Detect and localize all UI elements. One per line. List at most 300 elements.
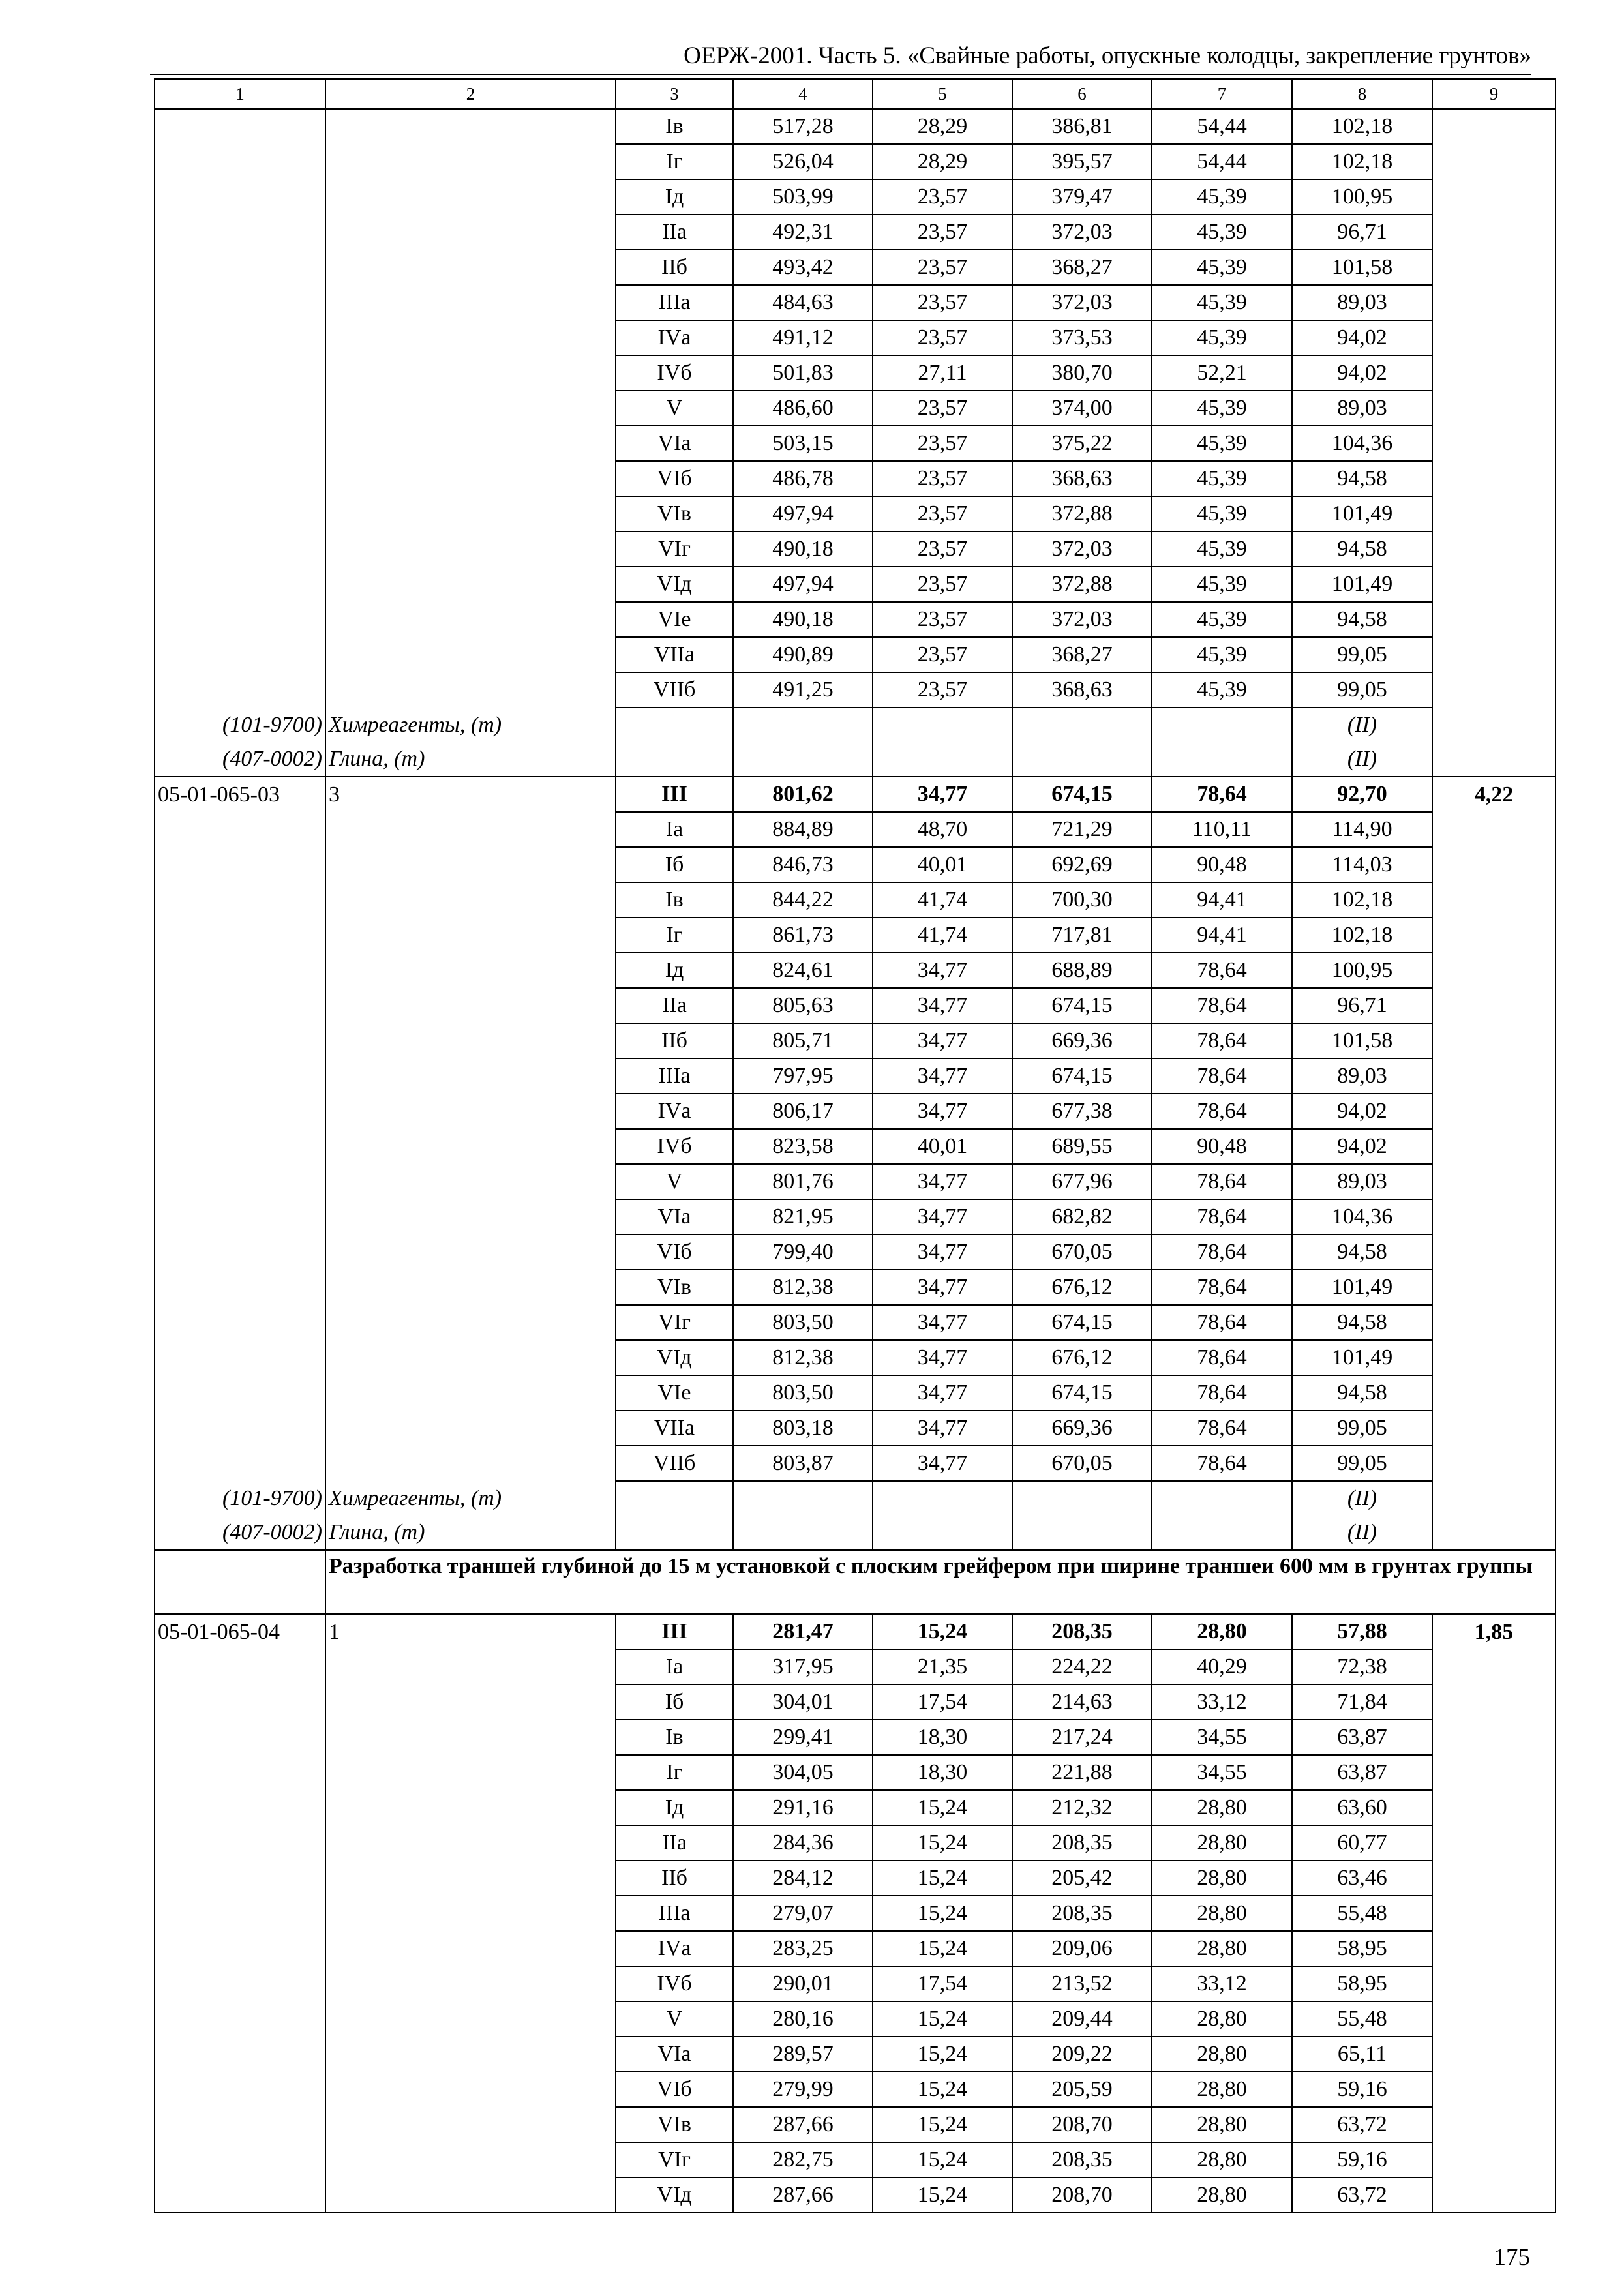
total-cost-cell: 501,83: [733, 355, 873, 391]
machinist-wages-cell: 28,80: [1152, 1931, 1292, 1966]
labor-cost-cell: [1432, 2001, 1556, 2037]
total-cost-cell: 279,99: [733, 2072, 873, 2107]
machinist-wages-cell: 45,39: [1152, 250, 1292, 285]
code-cell: [155, 882, 325, 918]
materials-cell: 100,95: [1292, 179, 1432, 215]
column-number: 6: [1012, 79, 1152, 109]
machine-cost-cell: 368,63: [1012, 461, 1152, 496]
machine-cost-cell: 208,35: [1012, 1614, 1152, 1649]
machine-cost-cell: 721,29: [1012, 812, 1152, 847]
soil-group-cell: Iв: [616, 882, 733, 918]
code-cell: [155, 988, 325, 1023]
empty-cell: [1432, 708, 1556, 742]
number-cell: [325, 1411, 616, 1446]
materials-cell: 96,71: [1292, 215, 1432, 250]
wages-cell: 34,77: [873, 1375, 1012, 1411]
table-row: [155, 1094, 1556, 1129]
soil-group-cell: VIIа: [616, 1411, 733, 1446]
wages-cell: 23,57: [873, 567, 1012, 602]
table-row: [155, 1199, 1556, 1234]
empty-cell: [1432, 742, 1556, 777]
materials-cell: 99,05: [1292, 637, 1432, 672]
soil-group-cell: Iв: [616, 109, 733, 144]
section-title-row: [155, 1550, 1556, 1614]
wages-cell: 23,57: [873, 179, 1012, 215]
resource-name: Химреагенты, (т): [325, 1481, 616, 1516]
total-cost-cell: 805,71: [733, 1023, 873, 1058]
empty-cell: [873, 742, 1012, 777]
materials-cell: 55,48: [1292, 2001, 1432, 2037]
wages-cell: 15,24: [873, 1790, 1012, 1825]
soil-group-cell: VIа: [616, 426, 733, 461]
total-cost-cell: 803,50: [733, 1305, 873, 1340]
table-row: [155, 426, 1556, 461]
number-cell: [325, 250, 616, 285]
materials-cell: 58,95: [1292, 1931, 1432, 1966]
machinist-wages-cell: 28,80: [1152, 2072, 1292, 2107]
machinist-wages-cell: 45,39: [1152, 215, 1292, 250]
machinist-wages-cell: 45,39: [1152, 496, 1292, 531]
number-cell: [325, 1896, 616, 1931]
total-cost-cell: 824,61: [733, 953, 873, 988]
machine-cost-cell: 372,03: [1012, 285, 1152, 320]
wages-cell: 41,74: [873, 918, 1012, 953]
machine-cost-cell: 689,55: [1012, 1129, 1152, 1164]
materials-cell: 63,46: [1292, 1861, 1432, 1896]
machine-cost-cell: 205,59: [1012, 2072, 1152, 2107]
labor-cost-cell: [1432, 1446, 1556, 1481]
soil-group-cell: IIа: [616, 988, 733, 1023]
machinist-wages-cell: 90,48: [1152, 847, 1292, 882]
number-cell: [325, 1129, 616, 1164]
column-number: 5: [873, 79, 1012, 109]
labor-cost-cell: [1432, 179, 1556, 215]
code-cell: 05-01-065-04: [155, 1614, 325, 1649]
resource-row: [155, 742, 1556, 777]
table-row: [155, 285, 1556, 320]
code-cell: [155, 1649, 325, 1684]
total-cost-cell: 490,18: [733, 602, 873, 637]
code-cell: [155, 531, 325, 567]
machine-cost-cell: 217,24: [1012, 1720, 1152, 1755]
total-cost-cell: 503,15: [733, 426, 873, 461]
code-cell: [155, 1861, 325, 1896]
machine-cost-cell: 368,63: [1012, 672, 1152, 708]
machinist-wages-cell: 78,64: [1152, 1305, 1292, 1340]
total-cost-cell: 861,73: [733, 918, 873, 953]
table-row: [155, 1340, 1556, 1375]
soil-group-cell: VIIа: [616, 637, 733, 672]
table-row: [155, 355, 1556, 391]
total-cost-cell: 287,66: [733, 2177, 873, 2213]
wages-cell: 23,57: [873, 461, 1012, 496]
empty-cell: [873, 708, 1012, 742]
code-cell: [155, 1790, 325, 1825]
total-cost-cell: 284,36: [733, 1825, 873, 1861]
labor-cost-cell: [1432, 1164, 1556, 1199]
number-cell: [325, 1023, 616, 1058]
materials-cell: 57,88: [1292, 1614, 1432, 1649]
total-cost-cell: 287,66: [733, 2107, 873, 2142]
total-cost-cell: 289,57: [733, 2037, 873, 2072]
machinist-wages-cell: 94,41: [1152, 918, 1292, 953]
machine-cost-cell: 717,81: [1012, 918, 1152, 953]
empty-cell: [1012, 708, 1152, 742]
code-cell: [155, 1896, 325, 1931]
machinist-wages-cell: 40,29: [1152, 1649, 1292, 1684]
wages-cell: 15,24: [873, 2142, 1012, 2177]
machine-cost-cell: 375,22: [1012, 426, 1152, 461]
number-cell: [325, 882, 616, 918]
table-row: [155, 953, 1556, 988]
number-cell: [325, 812, 616, 847]
number-cell: [325, 355, 616, 391]
empty-cell: [873, 1516, 1012, 1550]
wages-cell: 34,77: [873, 1270, 1012, 1305]
machinist-wages-cell: 45,39: [1152, 320, 1292, 355]
machine-cost-cell: 688,89: [1012, 953, 1152, 988]
code-cell: [155, 109, 325, 144]
machinist-wages-cell: 78,64: [1152, 1094, 1292, 1129]
materials-cell: 65,11: [1292, 2037, 1432, 2072]
total-cost-cell: 282,75: [733, 2142, 873, 2177]
machine-cost-cell: 372,03: [1012, 602, 1152, 637]
code-cell: [155, 1199, 325, 1234]
total-cost-cell: 803,87: [733, 1446, 873, 1481]
labor-cost-cell: [1432, 1058, 1556, 1094]
soil-group-cell: IIб: [616, 1023, 733, 1058]
total-cost-cell: 823,58: [733, 1129, 873, 1164]
table-row: [155, 1931, 1556, 1966]
materials-cell: 101,58: [1292, 1023, 1432, 1058]
labor-cost-cell: [1432, 426, 1556, 461]
soil-group-cell: V: [616, 391, 733, 426]
wages-cell: 34,77: [873, 1305, 1012, 1340]
soil-group-cell: IVб: [616, 1129, 733, 1164]
code-cell: [155, 1446, 325, 1481]
empty-cell: [733, 708, 873, 742]
machinist-wages-cell: 78,64: [1152, 1270, 1292, 1305]
table-row: [155, 918, 1556, 953]
table-row: [155, 602, 1556, 637]
column-number-row: [155, 79, 1556, 109]
wages-cell: 23,57: [873, 391, 1012, 426]
machinist-wages-cell: 45,39: [1152, 285, 1292, 320]
materials-cell: 101,49: [1292, 496, 1432, 531]
materials-cell: 94,02: [1292, 320, 1432, 355]
code-cell: [155, 637, 325, 672]
empty-cell: [733, 1516, 873, 1550]
empty-cell: [1012, 742, 1152, 777]
soil-group-cell: IVб: [616, 1966, 733, 2001]
code-cell: [155, 1058, 325, 1094]
resource-row: [155, 1516, 1556, 1550]
machinist-wages-cell: 78,64: [1152, 1234, 1292, 1270]
labor-cost-cell: [1432, 461, 1556, 496]
number-cell: [325, 285, 616, 320]
soil-group-cell: Iг: [616, 1755, 733, 1790]
total-cost-cell: 799,40: [733, 1234, 873, 1270]
table-row: [155, 1720, 1556, 1755]
labor-cost-cell: [1432, 2037, 1556, 2072]
number-cell: [325, 1684, 616, 1720]
wages-cell: 23,57: [873, 637, 1012, 672]
machinist-wages-cell: 45,39: [1152, 426, 1292, 461]
machine-cost-cell: 669,36: [1012, 1411, 1152, 1446]
table-row: [155, 2037, 1556, 2072]
wages-cell: 15,24: [873, 2001, 1012, 2037]
labor-cost-cell: [1432, 250, 1556, 285]
number-cell: [325, 215, 616, 250]
column-number: 9: [1432, 79, 1556, 109]
wages-cell: 23,57: [873, 320, 1012, 355]
labor-cost-cell: 1,85: [1432, 1614, 1556, 1649]
table-row: [155, 1164, 1556, 1199]
number-cell: [325, 1164, 616, 1199]
soil-group-cell: VIе: [616, 602, 733, 637]
code-cell: [155, 285, 325, 320]
machine-cost-cell: 209,06: [1012, 1931, 1152, 1966]
table-row: [155, 1058, 1556, 1094]
number-cell: [325, 179, 616, 215]
table-row: [155, 1684, 1556, 1720]
number-cell: [325, 918, 616, 953]
materials-cell: 58,95: [1292, 1966, 1432, 2001]
labor-cost-cell: [1432, 1684, 1556, 1720]
labor-cost-cell: [1432, 882, 1556, 918]
table-row: [155, 1755, 1556, 1790]
column-number: 7: [1152, 79, 1292, 109]
machine-cost-cell: 670,05: [1012, 1446, 1152, 1481]
labor-cost-cell: [1432, 1305, 1556, 1340]
machine-cost-cell: 674,15: [1012, 1058, 1152, 1094]
number-cell: [325, 2001, 616, 2037]
resource-mark: (II): [1292, 1481, 1432, 1516]
soil-group-cell: IIIа: [616, 285, 733, 320]
wages-cell: 15,24: [873, 2107, 1012, 2142]
machinist-wages-cell: 78,64: [1152, 1199, 1292, 1234]
code-cell: [155, 1094, 325, 1129]
number-cell: [325, 1825, 616, 1861]
machinist-wages-cell: 45,39: [1152, 672, 1292, 708]
machinist-wages-cell: 78,64: [1152, 1023, 1292, 1058]
code-cell: [155, 179, 325, 215]
soil-group-cell: IIIа: [616, 1058, 733, 1094]
wages-cell: 15,24: [873, 1614, 1012, 1649]
total-cost-cell: 806,17: [733, 1094, 873, 1129]
total-cost-cell: 304,05: [733, 1755, 873, 1790]
total-cost-cell: 283,25: [733, 1931, 873, 1966]
total-cost-cell: 503,99: [733, 179, 873, 215]
materials-cell: 89,03: [1292, 285, 1432, 320]
number-cell: [325, 109, 616, 144]
resource-mark: (II): [1292, 708, 1432, 742]
machine-cost-cell: 208,35: [1012, 2142, 1152, 2177]
table-row: [155, 109, 1556, 144]
code-cell: [155, 1684, 325, 1720]
wages-cell: 15,24: [873, 2177, 1012, 2213]
wages-cell: 34,77: [873, 1411, 1012, 1446]
number-cell: [325, 1720, 616, 1755]
resource-code: (407-0002): [155, 1516, 325, 1550]
total-cost-cell: 490,18: [733, 531, 873, 567]
total-cost-cell: 497,94: [733, 496, 873, 531]
code-cell: [155, 2107, 325, 2142]
machine-cost-cell: 372,03: [1012, 531, 1152, 567]
number-cell: [325, 426, 616, 461]
machine-cost-cell: 674,15: [1012, 1375, 1152, 1411]
materials-cell: 94,58: [1292, 461, 1432, 496]
total-cost-cell: 812,38: [733, 1340, 873, 1375]
code-cell: [155, 355, 325, 391]
materials-cell: 96,71: [1292, 988, 1432, 1023]
table-row: [155, 1861, 1556, 1896]
materials-cell: 102,18: [1292, 109, 1432, 144]
code-cell: [155, 2037, 325, 2072]
number-cell: [325, 2142, 616, 2177]
wages-cell: 17,54: [873, 1684, 1012, 1720]
soil-group-cell: Iб: [616, 847, 733, 882]
materials-cell: 94,58: [1292, 1234, 1432, 1270]
wages-cell: 34,77: [873, 1199, 1012, 1234]
machine-cost-cell: 676,12: [1012, 1340, 1152, 1375]
total-cost-cell: 317,95: [733, 1649, 873, 1684]
labor-cost-cell: [1432, 1720, 1556, 1755]
table-row: [155, 1649, 1556, 1684]
soil-group-cell: Iб: [616, 1684, 733, 1720]
machine-cost-cell: 380,70: [1012, 355, 1152, 391]
soil-group-cell: Iв: [616, 1720, 733, 1755]
soil-group-cell: Iд: [616, 953, 733, 988]
total-cost-cell: 801,76: [733, 1164, 873, 1199]
materials-cell: 89,03: [1292, 1058, 1432, 1094]
page-header: ОЕРЖ-2001. Часть 5. «Свайные работы, опускные колодцы, закрепление грунтов»: [150, 38, 1531, 76]
column-number: 2: [325, 79, 616, 109]
materials-cell: 63,60: [1292, 1790, 1432, 1825]
code-cell: [155, 2001, 325, 2037]
materials-cell: 102,18: [1292, 144, 1432, 179]
code-cell: [155, 320, 325, 355]
labor-cost-cell: [1432, 1649, 1556, 1684]
wages-cell: 34,77: [873, 1164, 1012, 1199]
machinist-wages-cell: 110,11: [1152, 812, 1292, 847]
code-cell: [155, 918, 325, 953]
total-cost-cell: 291,16: [733, 1790, 873, 1825]
number-cell: [325, 1446, 616, 1481]
number-cell: [325, 672, 616, 708]
labor-cost-cell: [1432, 918, 1556, 953]
labor-cost-cell: [1432, 637, 1556, 672]
empty-cell: [1432, 1481, 1556, 1516]
code-cell: [155, 1720, 325, 1755]
soil-group-cell: VIд: [616, 2177, 733, 2213]
number-cell: [325, 602, 616, 637]
total-cost-cell: 304,01: [733, 1684, 873, 1720]
materials-cell: 100,95: [1292, 953, 1432, 988]
machine-cost-cell: 213,52: [1012, 1966, 1152, 2001]
number-cell: [325, 2177, 616, 2213]
labor-cost-cell: [1432, 953, 1556, 988]
labor-cost-cell: [1432, 2177, 1556, 2213]
code-cell: [155, 1164, 325, 1199]
labor-cost-cell: [1432, 1270, 1556, 1305]
code-cell: [155, 144, 325, 179]
table-row: [155, 144, 1556, 179]
machine-cost-cell: 209,44: [1012, 2001, 1152, 2037]
total-cost-cell: 803,50: [733, 1375, 873, 1411]
labor-cost-cell: [1432, 2107, 1556, 2142]
machinist-wages-cell: 54,44: [1152, 144, 1292, 179]
table-row: [155, 847, 1556, 882]
soil-group-cell: IIа: [616, 1825, 733, 1861]
code-cell: [155, 953, 325, 988]
table-row: [155, 882, 1556, 918]
empty-cell: [616, 1516, 733, 1550]
materials-cell: 72,38: [1292, 1649, 1432, 1684]
wages-cell: 34,77: [873, 777, 1012, 812]
soil-group-cell: IIIа: [616, 1896, 733, 1931]
machine-cost-cell: 372,88: [1012, 567, 1152, 602]
empty-cell: [1152, 1516, 1292, 1550]
labor-cost-cell: [1432, 355, 1556, 391]
number-cell: 1: [325, 1614, 616, 1649]
table-row: [155, 1129, 1556, 1164]
table-row: [155, 1270, 1556, 1305]
wages-cell: 23,57: [873, 285, 1012, 320]
code-cell: [155, 1755, 325, 1790]
machinist-wages-cell: 28,80: [1152, 2037, 1292, 2072]
code-cell: [155, 1966, 325, 2001]
machine-cost-cell: 209,22: [1012, 2037, 1152, 2072]
empty-cell: [1012, 1481, 1152, 1516]
machinist-wages-cell: 52,21: [1152, 355, 1292, 391]
materials-cell: 99,05: [1292, 1446, 1432, 1481]
machine-cost-cell: 670,05: [1012, 1234, 1152, 1270]
empty-cell: [1012, 1516, 1152, 1550]
code-cell: [155, 567, 325, 602]
materials-cell: 89,03: [1292, 391, 1432, 426]
machine-cost-cell: 214,63: [1012, 1684, 1152, 1720]
machinist-wages-cell: 33,12: [1152, 1966, 1292, 2001]
machinist-wages-cell: 45,39: [1152, 567, 1292, 602]
soil-group-cell: III: [616, 777, 733, 812]
soil-group-cell: VIв: [616, 496, 733, 531]
empty-cell: [733, 742, 873, 777]
table-row: [155, 1234, 1556, 1270]
table-row: [155, 1446, 1556, 1481]
empty-cell: [1152, 708, 1292, 742]
wages-cell: 18,30: [873, 1755, 1012, 1790]
labor-cost-cell: [1432, 1023, 1556, 1058]
labor-cost-cell: [1432, 1094, 1556, 1129]
machine-cost-cell: 373,53: [1012, 320, 1152, 355]
labor-cost-cell: [1432, 1790, 1556, 1825]
machine-cost-cell: 395,57: [1012, 144, 1152, 179]
code-cell: [155, 1270, 325, 1305]
materials-cell: 55,48: [1292, 1896, 1432, 1931]
wages-cell: 34,77: [873, 1234, 1012, 1270]
machinist-wages-cell: 78,64: [1152, 777, 1292, 812]
code-cell: [155, 250, 325, 285]
materials-cell: 63,72: [1292, 2177, 1432, 2213]
materials-cell: 71,84: [1292, 1684, 1432, 1720]
number-cell: [325, 1931, 616, 1966]
machinist-wages-cell: 28,80: [1152, 1790, 1292, 1825]
labor-cost-cell: [1432, 847, 1556, 882]
resource-name: Глина, (т): [325, 1516, 616, 1550]
table-row: [155, 461, 1556, 496]
total-cost-cell: 821,95: [733, 1199, 873, 1234]
